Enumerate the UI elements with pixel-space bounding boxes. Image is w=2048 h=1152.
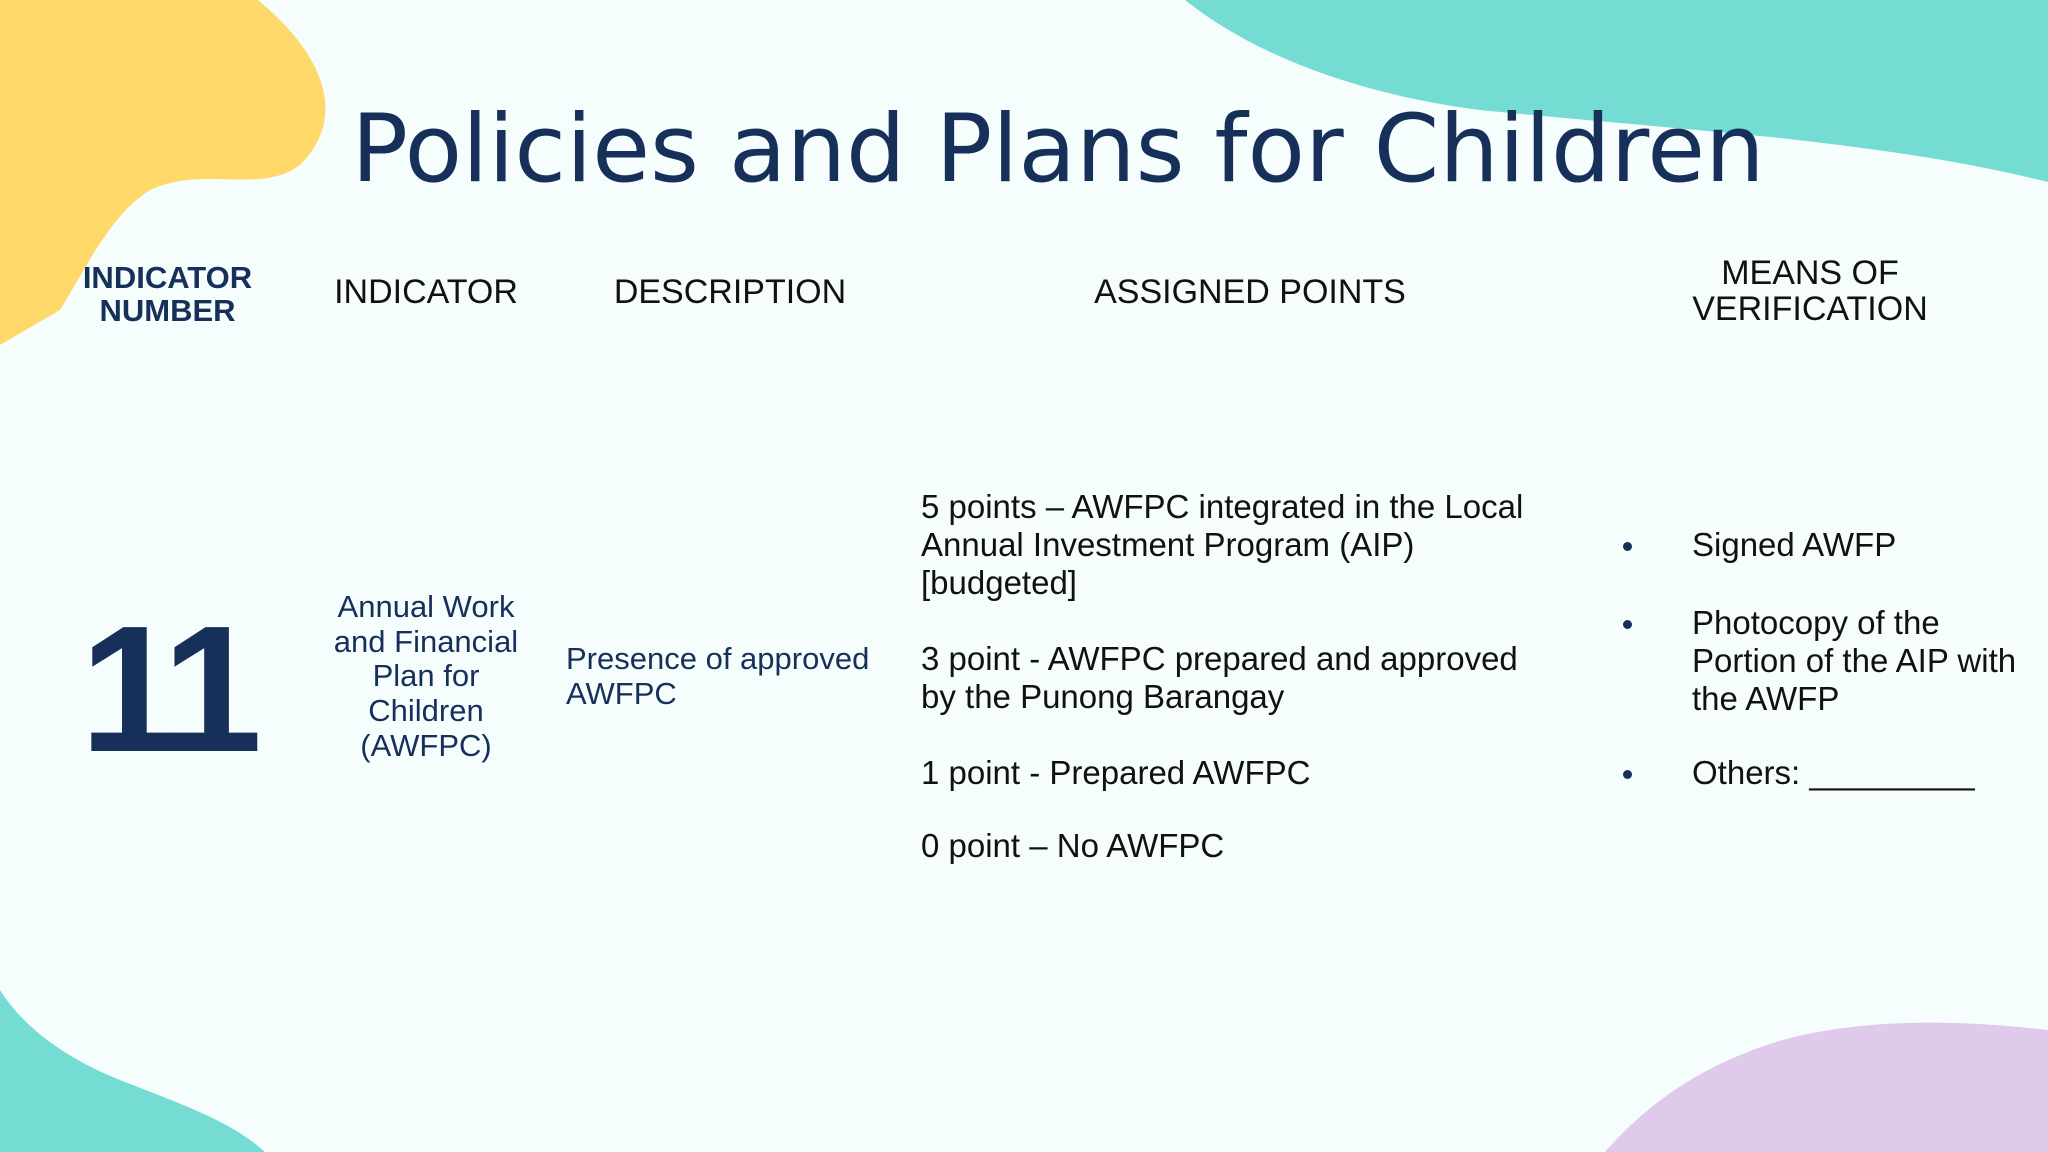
verification-list — [1610, 526, 2030, 828]
verification-item — [1610, 754, 2030, 792]
lavender-blob — [1605, 1023, 2048, 1152]
points-item: 1 point - Prepared AWFPC — [921, 753, 1311, 791]
header-assigned-points: ASSIGNED POINTS — [1094, 273, 1406, 311]
indicator-description: Presence of approved AWFPC — [566, 641, 870, 711]
bullet-icon — [1623, 542, 1632, 551]
points-item: 0 point – No AWFPC — [921, 826, 1225, 864]
indicator-name: Annual Work and Financial Plan for Children (AWFPC) — [333, 589, 519, 763]
page-title: Policies and Plans for Children — [351, 95, 1765, 204]
verification-item — [1610, 526, 2030, 564]
assigned-points-list — [921, 488, 1561, 903]
verification-text: Photocopy of the Portion of the AIP with the AWFP — [1692, 603, 2017, 717]
points-item: 5 points – AWFPC integrated in the Local Annual Investment Program (AIP) [budgeted] — [921, 488, 1524, 601]
verification-text: Others: _________ — [1692, 753, 1975, 791]
bullet-icon — [1623, 620, 1632, 629]
bullet-icon — [1623, 770, 1632, 779]
indicator-number: 11 — [80, 589, 255, 790]
header-indicator: INDICATOR — [334, 273, 518, 311]
header-indicator-number: INDICATOR NUMBER — [82, 260, 253, 328]
teal-blob-bottom — [0, 990, 265, 1152]
header-means-of-verification: MEANS OF VERIFICATION — [1692, 254, 1928, 328]
verification-text: Signed AWFP — [1692, 526, 1897, 563]
verification-item — [1610, 604, 2030, 718]
points-item: 3 point - AWFPC prepared and approved by the Punong Barangay — [921, 639, 1518, 715]
header-description: DESCRIPTION — [613, 273, 847, 311]
